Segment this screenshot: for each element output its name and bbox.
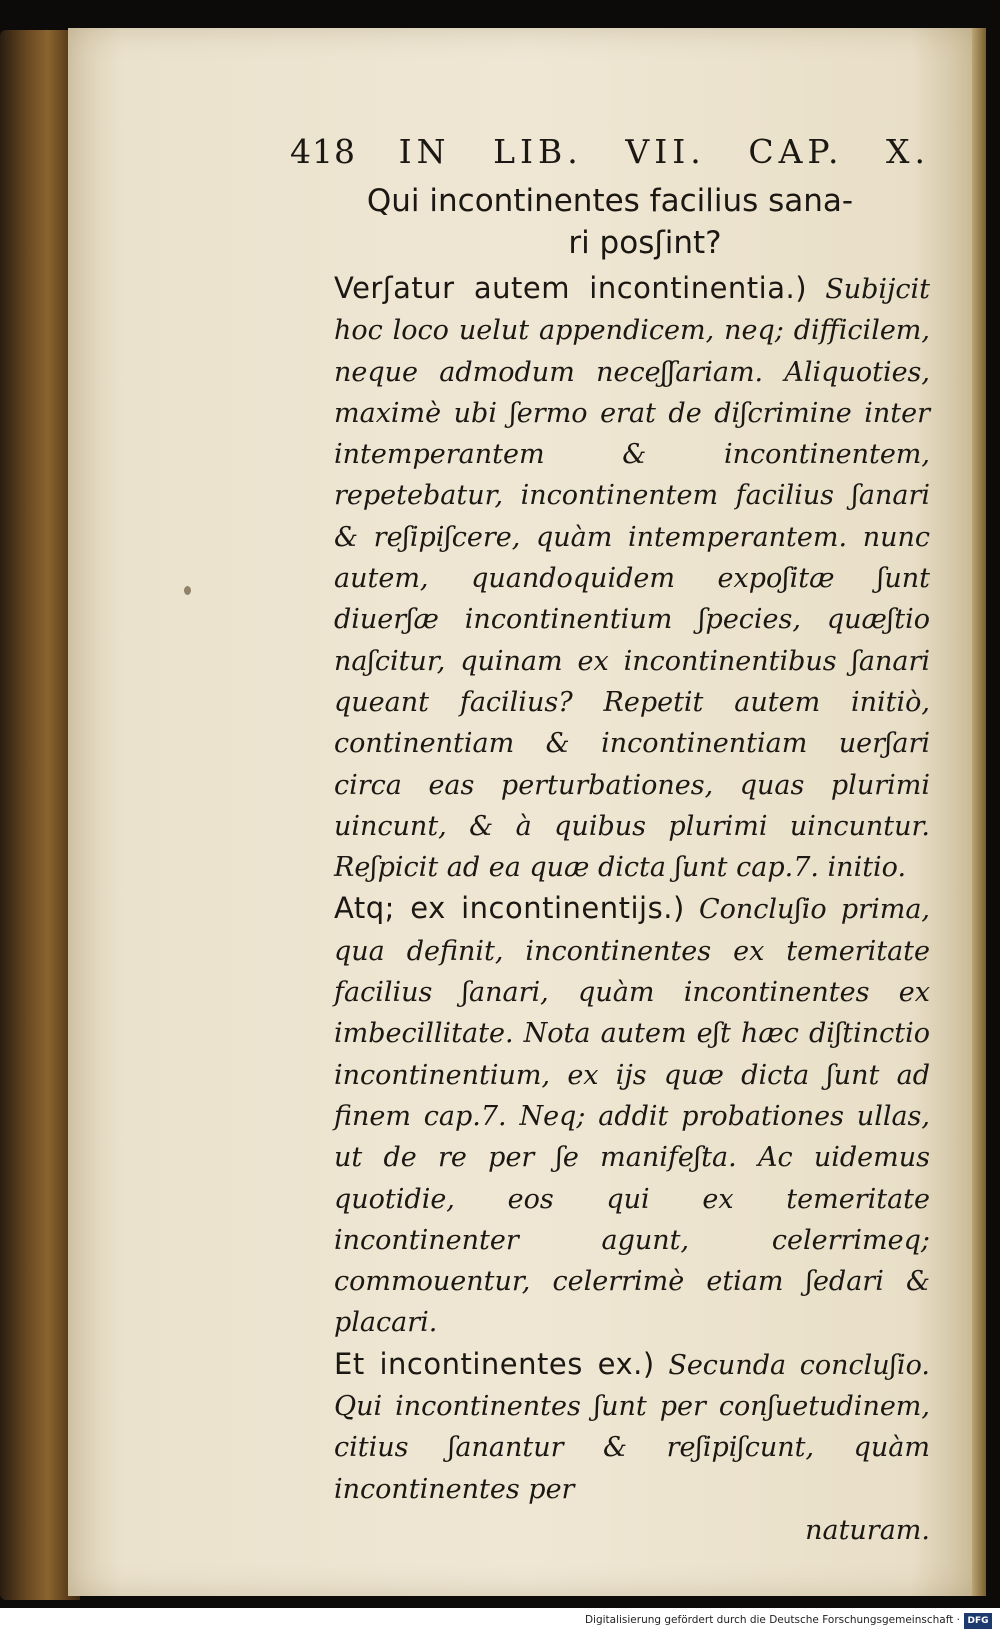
lemma: Atq; ex incontinentijs.) xyxy=(334,891,685,926)
commentary-text: Secunda concluʃio. Qui incontinentes ʃunt per conʃuetudinem, citius ʃanantur & reʃipiʃcunt, quàm incontinentes per xyxy=(334,1349,930,1505)
paper-spot xyxy=(184,586,191,595)
digitization-credit: Digitalisierung gefördert durch die Deutsche Forschungsgemeinschaft · xyxy=(584,1614,960,1626)
commentary-paragraph xyxy=(290,888,930,1343)
running-head xyxy=(290,132,930,180)
commentary-text: Subijcit hoc loco uelut appendicem, neq; difficilem, neque admodum neceʃʃariam. Aliquoties, maximè ubi ʃermo erat de diʃcrimine inter intemperantem & incontinentem, repetebatur, incontinentem facilius ʃanari & reʃipiʃcere, quàm intemperantem. nunc autem, quandoquidem expoʃitæ ʃunt diuerʃæ incontinentium ʃpecies, quæʃtio naʃcitur, quinam ex incontinentibus ʃanari queant facilius? Repetit autem initiò, continentiam & incontinentiam uerʃari circa eas perturbationes, quas plurimi uincunt, & à quibus plurimi uincuntur. Reʃpicit ad ea quæ dicta ʃunt cap.7. initio. xyxy=(334,274,930,884)
final-word: naturam. xyxy=(805,1514,930,1546)
lemma: Et incontinentes ex.) xyxy=(334,1346,655,1381)
running-title-word: IN xyxy=(398,132,451,171)
footer-bar xyxy=(0,1608,1000,1635)
title-line-2: ri posʃint? xyxy=(568,225,722,261)
running-title-word: CAP. xyxy=(748,132,844,171)
commentary-paragraph xyxy=(290,268,930,888)
page-number: 418 xyxy=(290,132,356,171)
title-line-1: Qui incontinentes facilius sana- xyxy=(366,183,854,219)
running-title-word: X. xyxy=(886,132,930,171)
dfg-logo: DFG xyxy=(964,1613,992,1629)
running-title-word: VII. xyxy=(625,132,706,171)
commentary-paragraph xyxy=(290,1344,930,1510)
page-text xyxy=(290,132,930,1551)
section-title xyxy=(290,180,930,264)
page-gutter xyxy=(972,28,986,1596)
commentary-text: Concluʃio prima, qua definit, incontinentes ex temeritate facilius ʃanari, quàm incontinentes ex imbecillitate. Nota autem eʃt hæc diʃtinctio incontinentium, ex ijs quæ dicta ʃunt ad finem cap.7. Neq; addit probationes ullas, ut de re per ʃe manifeʃta. Ac uidemus quotidie, eos qui ex temeritate incontinenter agunt, celerrimeq; commouentur, celerrimè etiam ʃedari & placari. xyxy=(334,894,930,1339)
lemma: Verʃatur autem incontinentia.) xyxy=(334,271,808,305)
running-title-word: LIB. xyxy=(493,132,583,171)
